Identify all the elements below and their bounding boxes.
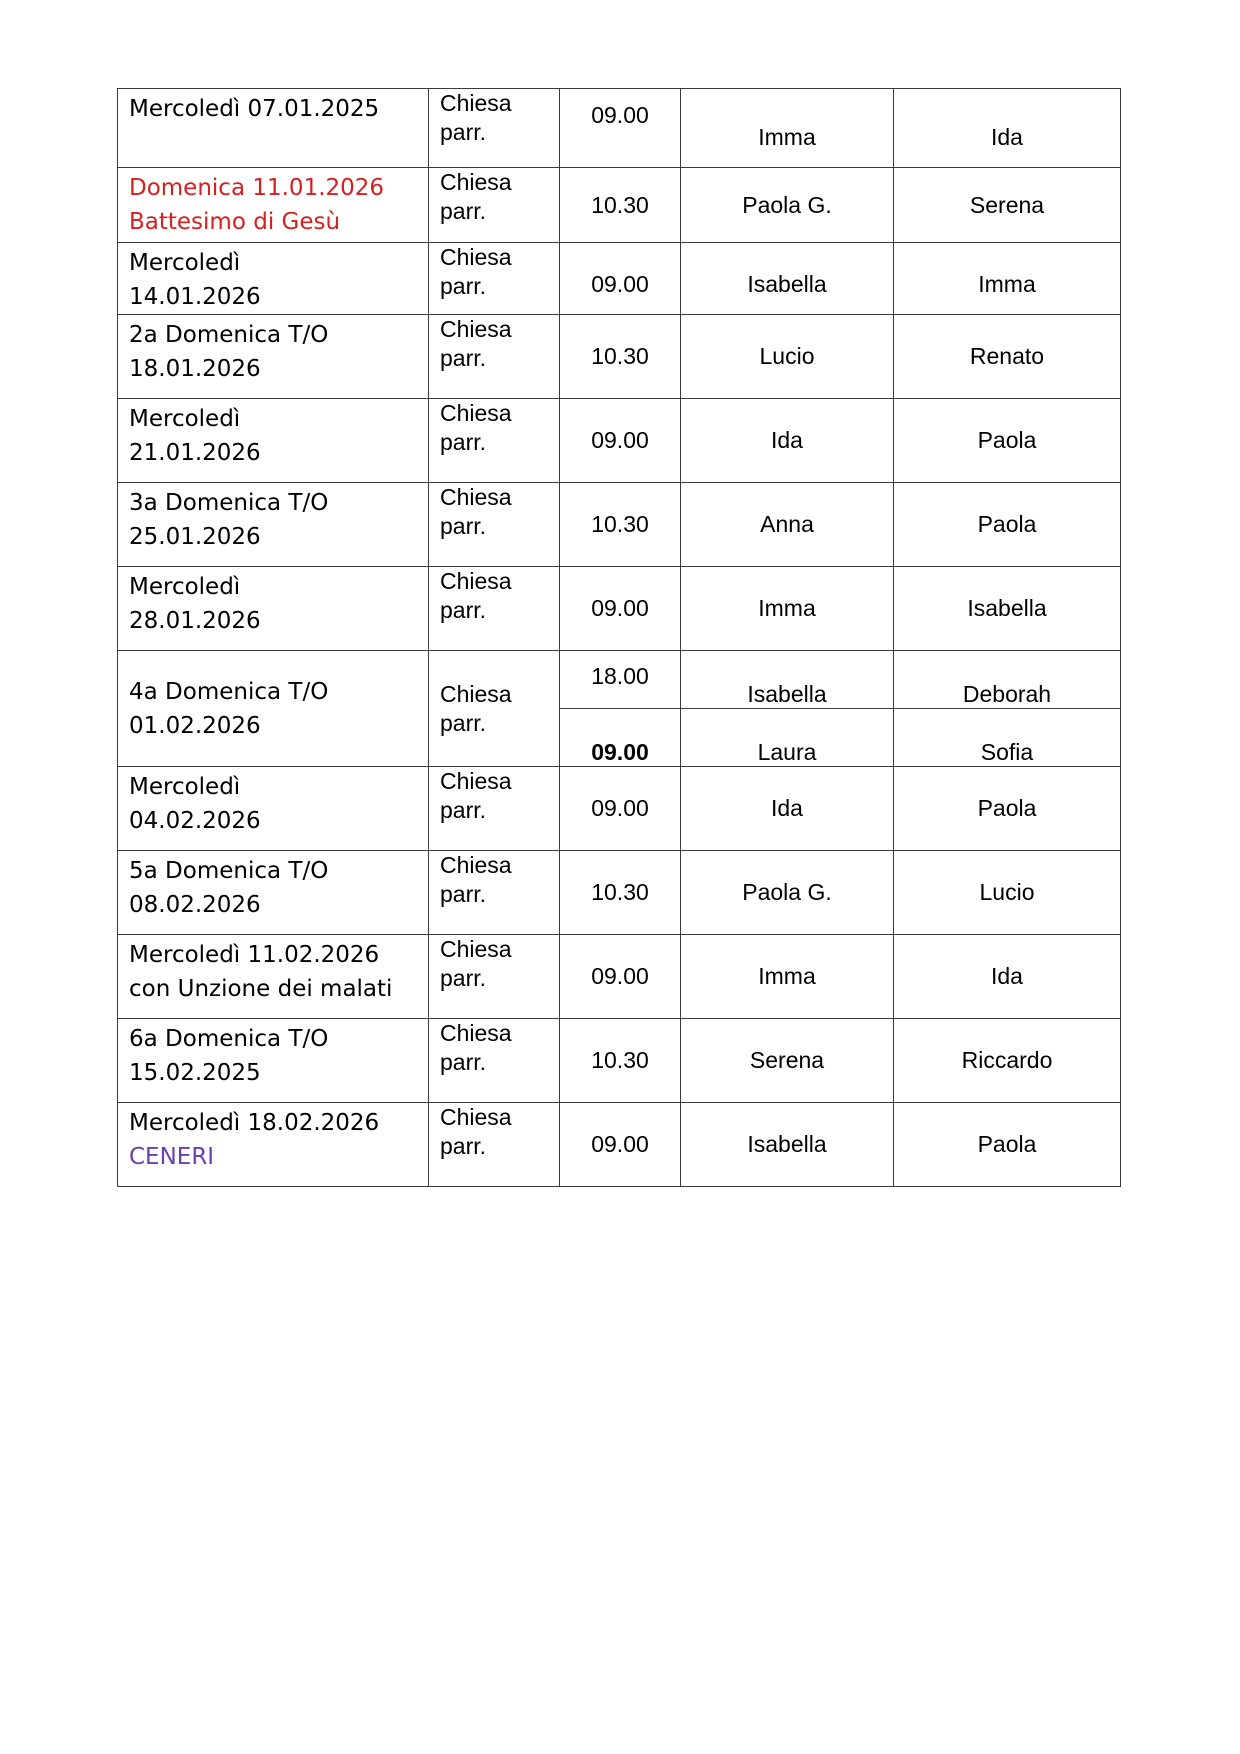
time-cell: 10.30 [560, 168, 681, 243]
time-cell: 09.00 [560, 243, 681, 315]
date-label: 3a Domenica T/O [129, 490, 329, 516]
person2-cell: Paola [894, 767, 1121, 851]
place-label: parr. [440, 1049, 487, 1075]
time-cell: 09.00 [560, 935, 681, 1019]
person2-cell: Imma [894, 243, 1121, 315]
person2-cell: Serena [894, 168, 1121, 243]
person2-cell: Ida [894, 935, 1121, 1019]
table-row [118, 89, 1121, 168]
place-cell [429, 851, 560, 935]
date-label: 08.02.2026 [129, 892, 261, 918]
date-label: 01.02.2026 [129, 712, 261, 739]
person1-cell: Paola G. [681, 168, 894, 243]
place-label: parr. [440, 881, 487, 907]
place-label: Chiesa [440, 768, 512, 794]
time-cell: 10.30 [560, 851, 681, 935]
schedule-body [118, 89, 1121, 1187]
date-label: Mercoledì 07.01.2025 [129, 96, 380, 122]
table-row [118, 767, 1121, 851]
place-label: parr. [440, 273, 487, 299]
date-label: Mercoledì 11.02.2026 [129, 942, 380, 968]
time-cell: 10.30 [560, 1019, 681, 1103]
person2-cell: Ida [894, 89, 1121, 168]
person2-cell: Riccardo [894, 1019, 1121, 1103]
person2-cell: Isabella [894, 567, 1121, 651]
place-cell [429, 399, 560, 483]
date-cell [118, 168, 429, 243]
table-row [118, 651, 1121, 709]
place-label: Chiesa [440, 852, 512, 878]
date-label: Mercoledì 18.02.2026 [129, 1110, 380, 1136]
date-cell [118, 651, 429, 767]
time-cell: 18.00 [560, 651, 681, 709]
date-label: 5a Domenica T/O [129, 858, 329, 884]
place-label: parr. [440, 119, 487, 145]
person1-cell: Isabella [681, 243, 894, 315]
table-row [118, 935, 1121, 1019]
table-row [118, 399, 1121, 483]
place-cell [429, 1103, 560, 1187]
time-cell: 09.00 [560, 89, 681, 168]
time-cell: 09.00 [560, 399, 681, 483]
place-label: parr. [440, 198, 487, 224]
table-row [118, 483, 1121, 567]
time-cell: 10.30 [560, 315, 681, 399]
person2-cell: Paola [894, 483, 1121, 567]
date-label: Mercoledì [129, 250, 241, 276]
date-cell [118, 243, 429, 315]
place-label: Chiesa [440, 936, 512, 962]
place-cell [429, 567, 560, 651]
person1-cell: Imma [681, 935, 894, 1019]
date-label: 2a Domenica T/O [129, 322, 329, 348]
date-label: Mercoledì [129, 774, 241, 800]
person1-cell: Laura [681, 709, 894, 767]
date-label: 21.01.2026 [129, 440, 261, 466]
person2-cell: Paola [894, 399, 1121, 483]
date-label: 4a Domenica T/O [129, 678, 329, 705]
place-cell [429, 483, 560, 567]
place-cell [429, 651, 560, 767]
date-cell [118, 1103, 429, 1187]
place-label: Chiesa [440, 316, 512, 342]
place-cell [429, 168, 560, 243]
date-cell [118, 567, 429, 651]
person1-cell: Imma [681, 567, 894, 651]
place-cell [429, 89, 560, 168]
date-label: 14.01.2026 [129, 284, 261, 310]
time-cell: 09.00 [560, 709, 681, 767]
date-label: 18.01.2026 [129, 356, 261, 382]
schedule-table [117, 88, 1121, 1187]
table-row [118, 243, 1121, 315]
date-label: 04.02.2026 [129, 808, 261, 834]
place-label: parr. [440, 513, 487, 539]
place-cell [429, 767, 560, 851]
date-label: Mercoledì [129, 406, 241, 432]
date-cell [118, 767, 429, 851]
person1-cell: Paola G. [681, 851, 894, 935]
date-cell [118, 851, 429, 935]
place-label: Chiesa [440, 90, 512, 116]
table-row [118, 851, 1121, 935]
place-label: Chiesa [440, 484, 512, 510]
date-cell [118, 399, 429, 483]
place-label: Chiesa [440, 568, 512, 594]
place-label: parr. [440, 597, 487, 623]
person1-cell: Anna [681, 483, 894, 567]
date-label: Mercoledì [129, 574, 241, 600]
place-label: Chiesa [440, 244, 512, 270]
place-label: parr. [440, 709, 487, 736]
table-row [118, 1019, 1121, 1103]
place-cell [429, 315, 560, 399]
date-cell [118, 483, 429, 567]
person2-cell: Sofia [894, 709, 1121, 767]
place-label: parr. [440, 965, 487, 991]
date-cell [118, 89, 429, 168]
table-row [118, 315, 1121, 399]
date-label: 25.01.2026 [129, 524, 261, 550]
person1-cell: Lucio [681, 315, 894, 399]
time-cell: 09.00 [560, 1103, 681, 1187]
date-label: Domenica 11.01.2026 [129, 175, 385, 201]
place-label: Chiesa [440, 1020, 512, 1046]
table-row [118, 567, 1121, 651]
date-cell [118, 315, 429, 399]
time-cell: 09.00 [560, 567, 681, 651]
table-row [118, 1103, 1121, 1187]
place-cell [429, 1019, 560, 1103]
place-label: Chiesa [440, 400, 512, 426]
place-label: parr. [440, 1133, 487, 1159]
place-label: Chiesa [440, 680, 512, 707]
time-cell: 10.30 [560, 483, 681, 567]
place-label: parr. [440, 797, 487, 823]
person1-cell: Ida [681, 399, 894, 483]
date-label: 15.02.2025 [129, 1060, 261, 1086]
person1-cell: Serena [681, 1019, 894, 1103]
person1-cell: Imma [681, 89, 894, 168]
time-cell: 09.00 [560, 767, 681, 851]
person2-cell: Paola [894, 1103, 1121, 1187]
person2-cell: Deborah [894, 651, 1121, 709]
date-label: con Unzione dei malati [129, 976, 393, 1002]
place-cell [429, 243, 560, 315]
date-cell [118, 1019, 429, 1103]
person1-cell: Isabella [681, 651, 894, 709]
date-subtitle: CENERI [129, 1144, 215, 1170]
date-label: 6a Domenica T/O [129, 1026, 329, 1052]
place-label: Chiesa [440, 169, 512, 195]
person2-cell: Renato [894, 315, 1121, 399]
person1-cell: Isabella [681, 1103, 894, 1187]
person1-cell: Ida [681, 767, 894, 851]
place-cell [429, 935, 560, 1019]
place-label: parr. [440, 345, 487, 371]
place-label: Chiesa [440, 1104, 512, 1130]
person2-cell: Lucio [894, 851, 1121, 935]
place-label: parr. [440, 429, 487, 455]
date-subtitle: Battesimo di Gesù [129, 209, 341, 235]
date-label: 28.01.2026 [129, 608, 261, 634]
date-cell [118, 935, 429, 1019]
table-row [118, 168, 1121, 243]
